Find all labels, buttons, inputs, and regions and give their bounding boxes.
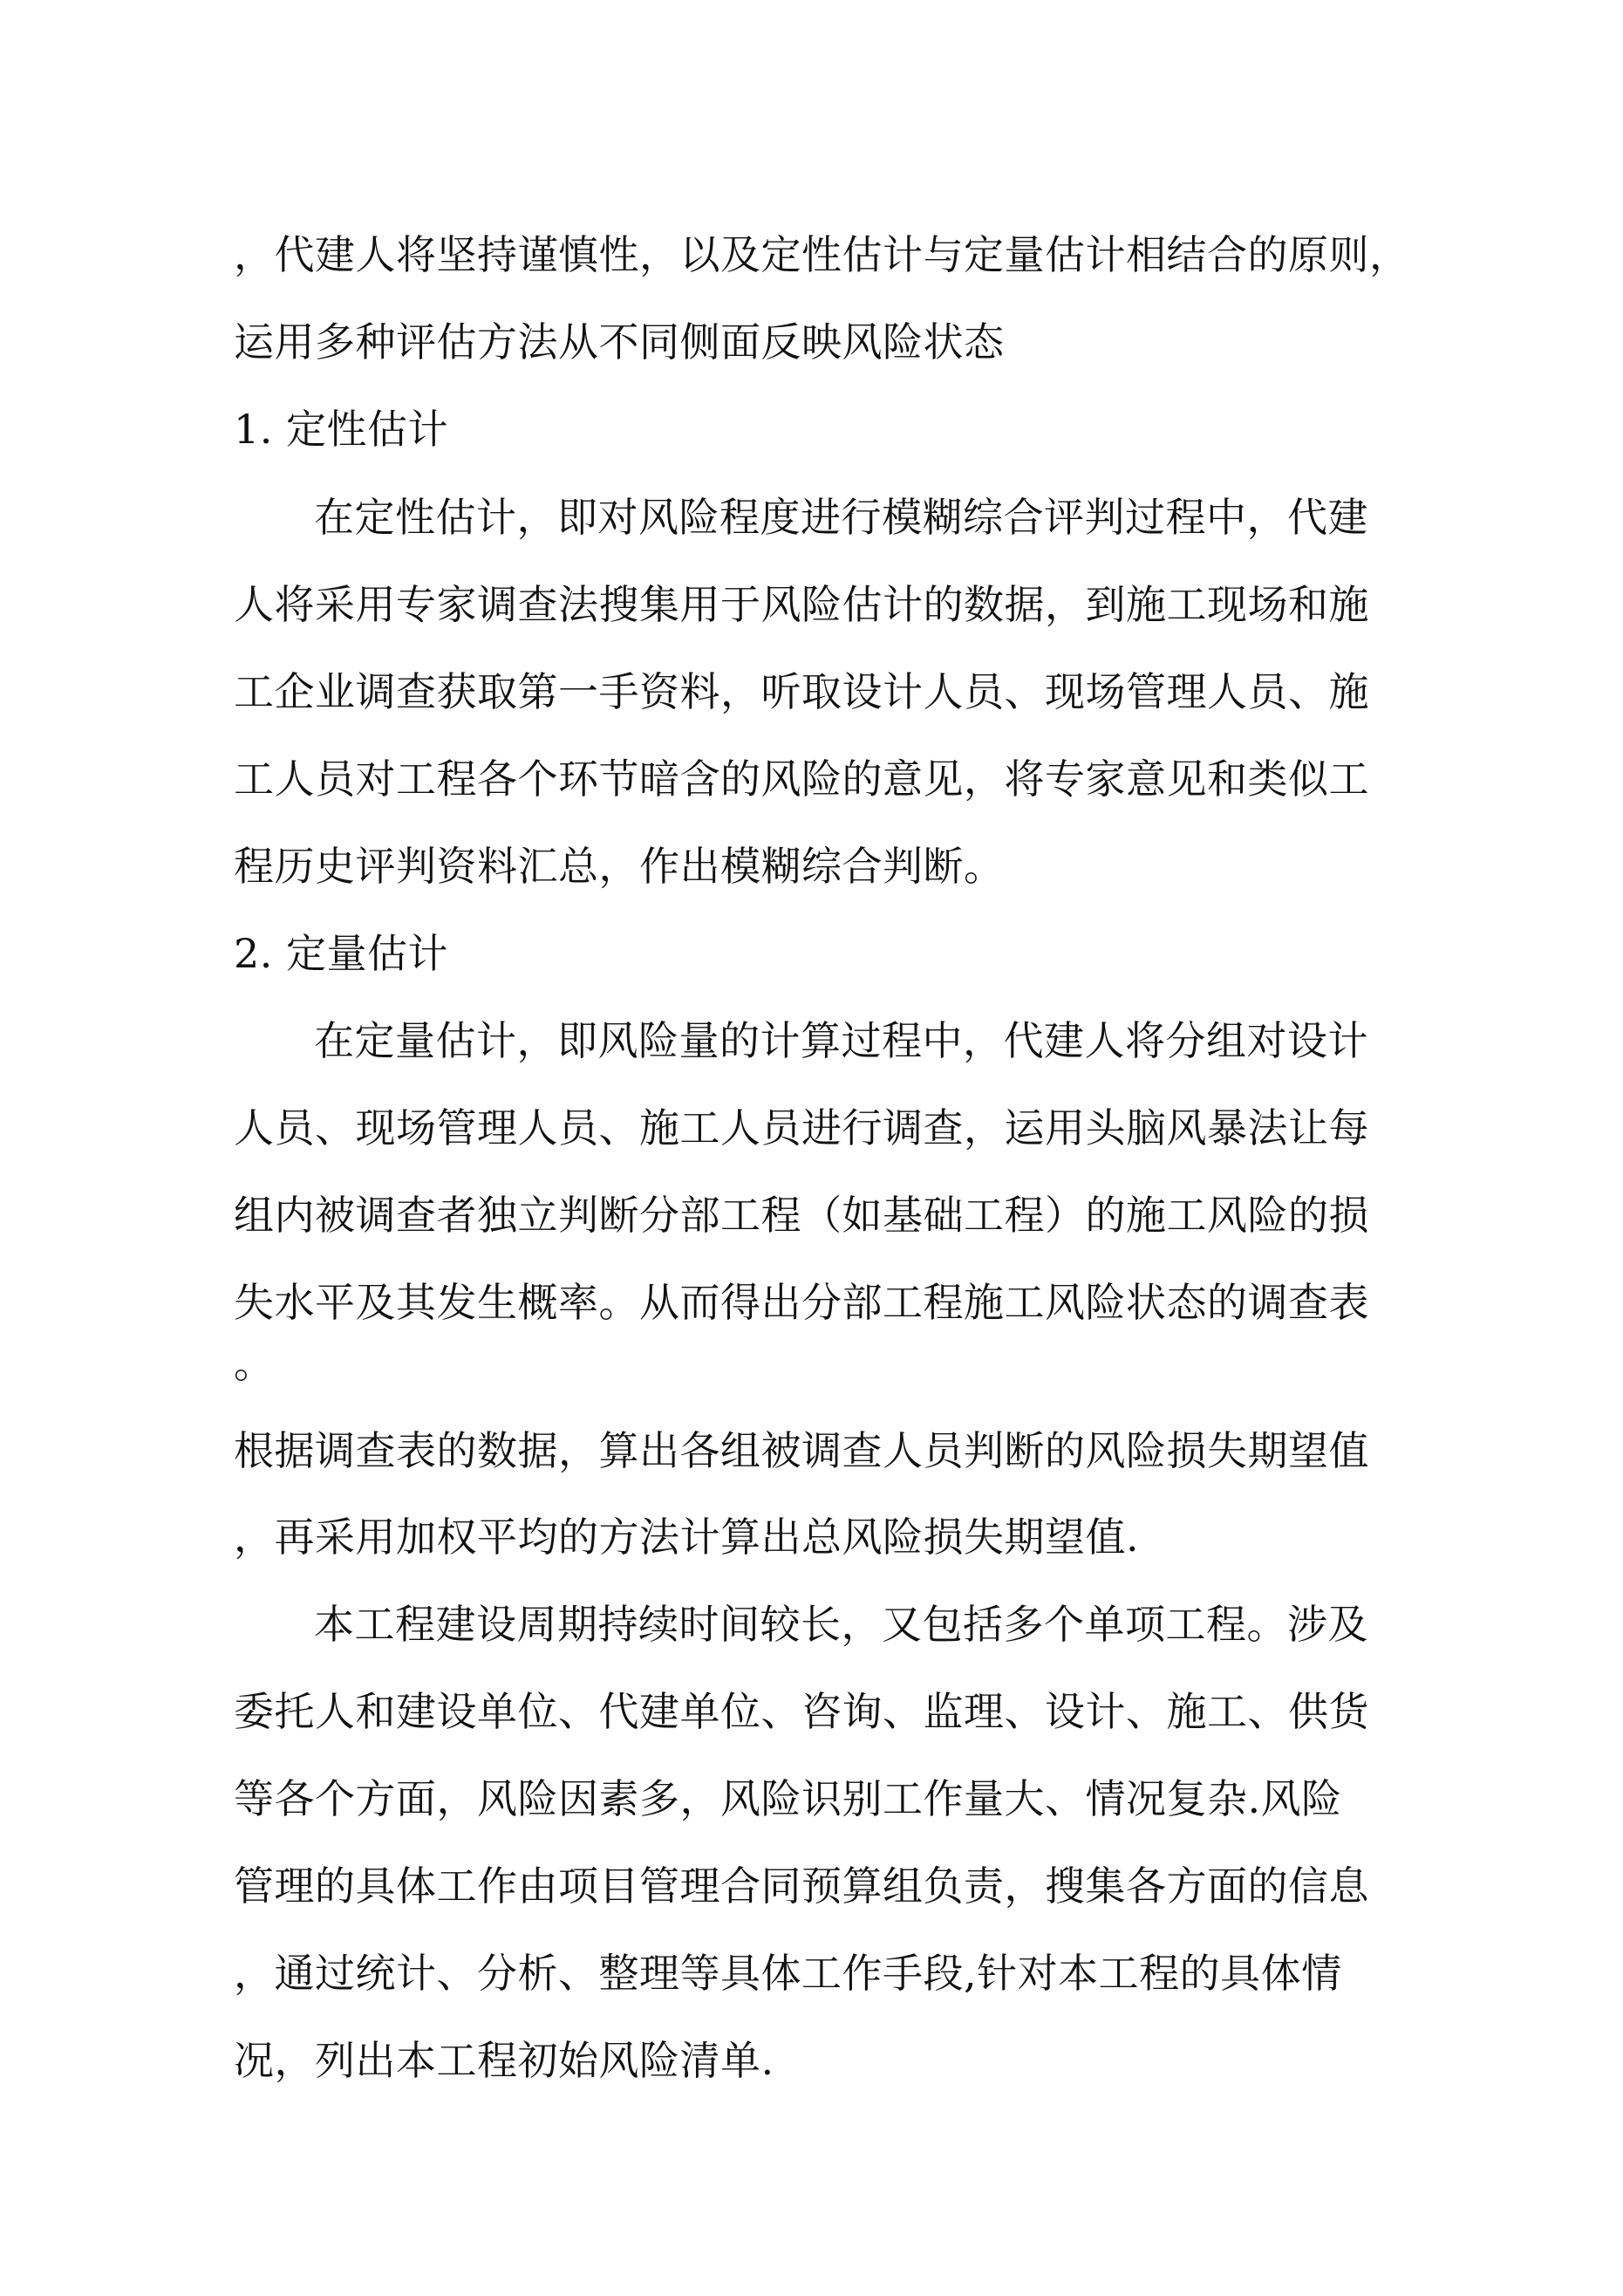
- section-heading: 2. 定量估计: [234, 930, 449, 977]
- paragraph-line: 程历史评判资料汇总，作出模糊综合判断。: [234, 843, 1005, 890]
- paragraph-line: 根据调查表的数据，算出各组被调查人员判断的风险损失期望值: [234, 1427, 1369, 1474]
- paragraph-line: 工人员对工程各个环节暗含的风险的意见，将专家意见和类似工: [234, 755, 1369, 803]
- section-heading: 1. 定性估计: [234, 406, 449, 453]
- paragraph-line: 况，列出本工程初始风险清单.: [234, 2037, 774, 2084]
- paragraph-line: 委托人和建设单位、代建单位、咨询、监理、设计、施工、供货: [234, 1688, 1369, 1735]
- paragraph-line: 失水平及其发生概率。从而得出分部工程施工风险状态的调查表: [234, 1279, 1369, 1326]
- paragraph-line: 人将采用专家调查法搜集用于风险估计的数据，到施工现场和施: [234, 581, 1369, 628]
- paragraph-line: 组内被调查者独立判断分部工程（如基础工程）的施工风险的损: [234, 1192, 1369, 1239]
- paragraph-line: 等各个方面，风险因素多，风险识别工作量大、情况复杂.风险: [234, 1775, 1342, 1822]
- paragraph-line: 人员、现场管理人员、施工人员进行调查，运用头脑风暴法让每: [234, 1104, 1369, 1151]
- paragraph-line: 管理的具体工作由项目管理合同预算组负责，搜集各方面的信息: [234, 1862, 1369, 1910]
- paragraph-line: ，再采用加权平均的方法计算出总风险损失期望值.: [234, 1514, 1140, 1561]
- paragraph-line: 运用多种评估方法从不同侧面反映风险状态: [234, 318, 1005, 366]
- paragraph-line: 工企业调查获取第一手资料，听取设计人员、现场管理人员、施: [234, 668, 1369, 715]
- paragraph-line: 在定量估计，即风险量的计算过程中，代建人将分组对设计: [314, 1017, 1368, 1064]
- paragraph-line: 。: [234, 1340, 275, 1387]
- paragraph-line: 在定性估计，即对风险程度进行模糊综合评判过程中，代建: [314, 494, 1368, 541]
- paragraph-line: ，通过统计、分析、整理等具体工作手段,针对本工程的具体情: [234, 1950, 1342, 1997]
- paragraph-line: ，代建人将坚持谨慎性，以及定性估计与定量估计相结合的原则，: [234, 231, 1410, 278]
- paragraph-line: 本工程建设周期持续时间较长，又包括多个单项工程。涉及: [314, 1601, 1368, 1648]
